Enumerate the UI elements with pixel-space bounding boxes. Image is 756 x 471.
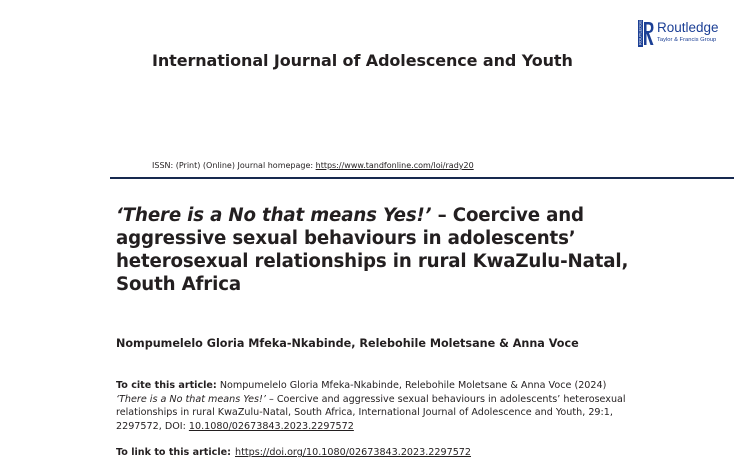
publisher-name: Routledge <box>657 20 719 35</box>
logo-side-text: ROUTLEDGE <box>637 20 643 45</box>
issn-line <box>152 161 474 170</box>
journal-homepage-link[interactable]: https://www.tandfonline.com/loi/rady20 <box>315 161 474 170</box>
article-authors: Nompumelelo Gloria Mfeka-Nkabinde, Relebohile Moletsane & Anna Voce <box>116 337 579 350</box>
citation-block <box>116 379 636 434</box>
citation-title-italic: ‘There is a No that means Yes!’ <box>116 393 266 405</box>
citation-text-end: – Coercive and aggressive sexual behaviours in adolescents’ heterosexual relationships in rural KwaZulu-Natal, South Africa, International Journal of Adolescence and Youth, 29:1, 2297572, DOI: <box>116 393 626 433</box>
publisher-subtitle: Taylor & Francis Group <box>657 37 717 43</box>
routledge-r-icon <box>638 20 654 47</box>
article-url-link[interactable]: https://doi.org/10.1080/02673843.2023.2297572 <box>235 447 472 458</box>
citation-label: To cite this article: <box>116 380 217 391</box>
article-link-line <box>116 447 471 458</box>
article-title-italic: ‘There is a No that means Yes!’ <box>116 205 432 226</box>
article-title <box>116 204 636 296</box>
link-label: To link to this article: <box>116 447 231 458</box>
header-rule <box>110 177 734 179</box>
doi-link[interactable]: 10.1080/02673843.2023.2297572 <box>188 421 354 433</box>
journal-title: International Journal of Adolescence and Youth <box>152 51 573 70</box>
issn-label: ISSN: (Print) (Online) Journal homepage: <box>152 161 316 170</box>
citation-text-start: Nompumelelo Gloria Mfeka-Nkabinde, Relebohile Moletsane & Anna Voce (2024) <box>216 380 607 391</box>
article-title-rest: – Coercive and aggressive sexual behaviours in adolescents’ heterosexual relationships in rural KwaZulu-Natal, South Africa <box>116 205 629 295</box>
